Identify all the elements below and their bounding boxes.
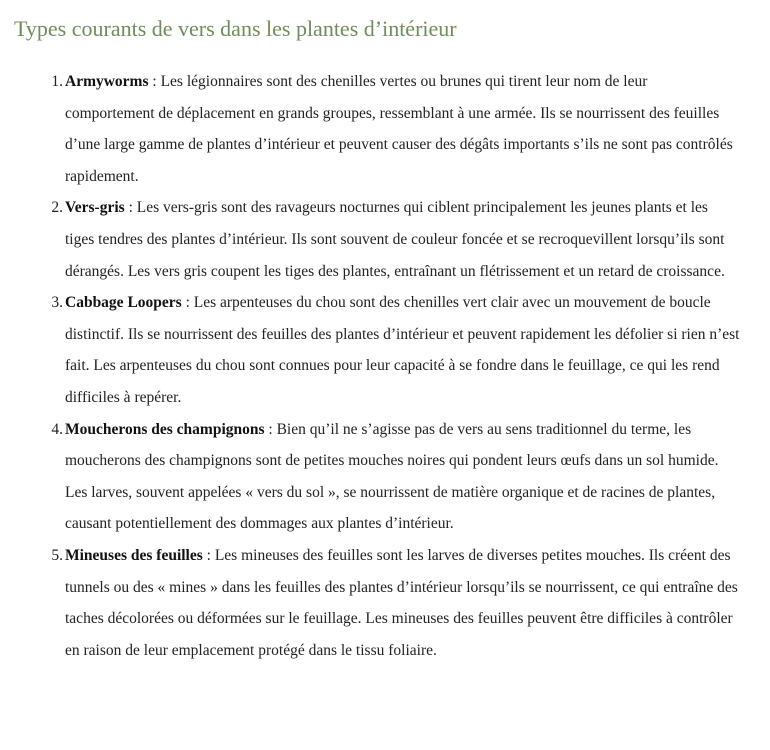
list-item-title: Mineuses des feuilles — [65, 546, 203, 564]
list-item-text: : Les arpenteuses du chou sont des chenilles vert clair avec un mouvement de boucle distinctif. Ils se nourrissent des feuilles des plantes d’intérieur et peuvent rapidement les défolier si rien n’est fait. Les arpenteuses du chou sont connues pour leur capacité à se fondre dans le feuillage, ce qui les rend difficiles à repérer. — [65, 294, 740, 406]
list-item-number: 5. — [51, 546, 63, 564]
list-item-number: 3. — [51, 294, 63, 312]
list-item-title: Moucherons des champignons — [65, 420, 265, 438]
list-item-text: : Bien qu’il ne s’agisse pas de vers au sens traditionnel du terme, les moucherons des champignons sont de petites mouches noires qui pondent leurs œufs dans un sol humide. Les larves, souvent appelées « vers du sol », se nourrissent de matière organique et de racines de plantes, causant potentiellement des dommages aux plantes d’intérieur. — [65, 420, 719, 533]
pest-list — [0, 66, 740, 666]
list-item — [51, 540, 740, 666]
page-title: Types courants de vers dans les plantes d’intérieur — [14, 16, 457, 41]
list-item — [51, 287, 740, 413]
list-item-text: : Les légionnaires sont des chenilles vertes ou brunes qui tirent leur nom de leur comportement de déplacement en grands groupes, ressemblant à une armée. Ils se nourrissent des feuilles d’une large gamme de plantes d’intérieur et peuvent causer des dégâts importants s’ils ne sont pas contrôlés rapidement. — [65, 73, 733, 185]
list-item-number: 1. — [51, 73, 63, 90]
list-item-text: : Les vers-gris sont des ravageurs nocturnes qui ciblent principalement les jeunes plants et les tiges tendres des plantes d’intérieur. Ils sont souvent de couleur foncée et se recroquevillent lorsqu’ils sont dérangés. Les vers gris coupent les tiges des plantes, entraînant un flétrissement et un retard de croissance. — [65, 199, 725, 280]
list-item-number: 4. — [51, 420, 63, 438]
list-item-title: Vers-gris — [65, 199, 125, 217]
list-item — [51, 414, 740, 540]
list-item-title: Armyworms — [65, 73, 149, 90]
list-item — [51, 192, 740, 287]
list-item-number: 2. — [51, 199, 63, 217]
list-item-title: Cabbage Loopers — [65, 294, 182, 312]
list-item-text: : Les mineuses des feuilles sont les larves de diverses petites mouches. Ils créent des tunnels ou des « mines » dans les feuilles des plantes d’intérieur lorsqu’ils se nourrissent, ce qui entraîne des taches décolorées ou déformées sur le feuillage. Les mineuses des feuilles peuvent être difficiles à contrôler en raison de leur emplacement protégé dans le tissu foliaire. — [65, 546, 738, 659]
list-item — [51, 66, 740, 192]
